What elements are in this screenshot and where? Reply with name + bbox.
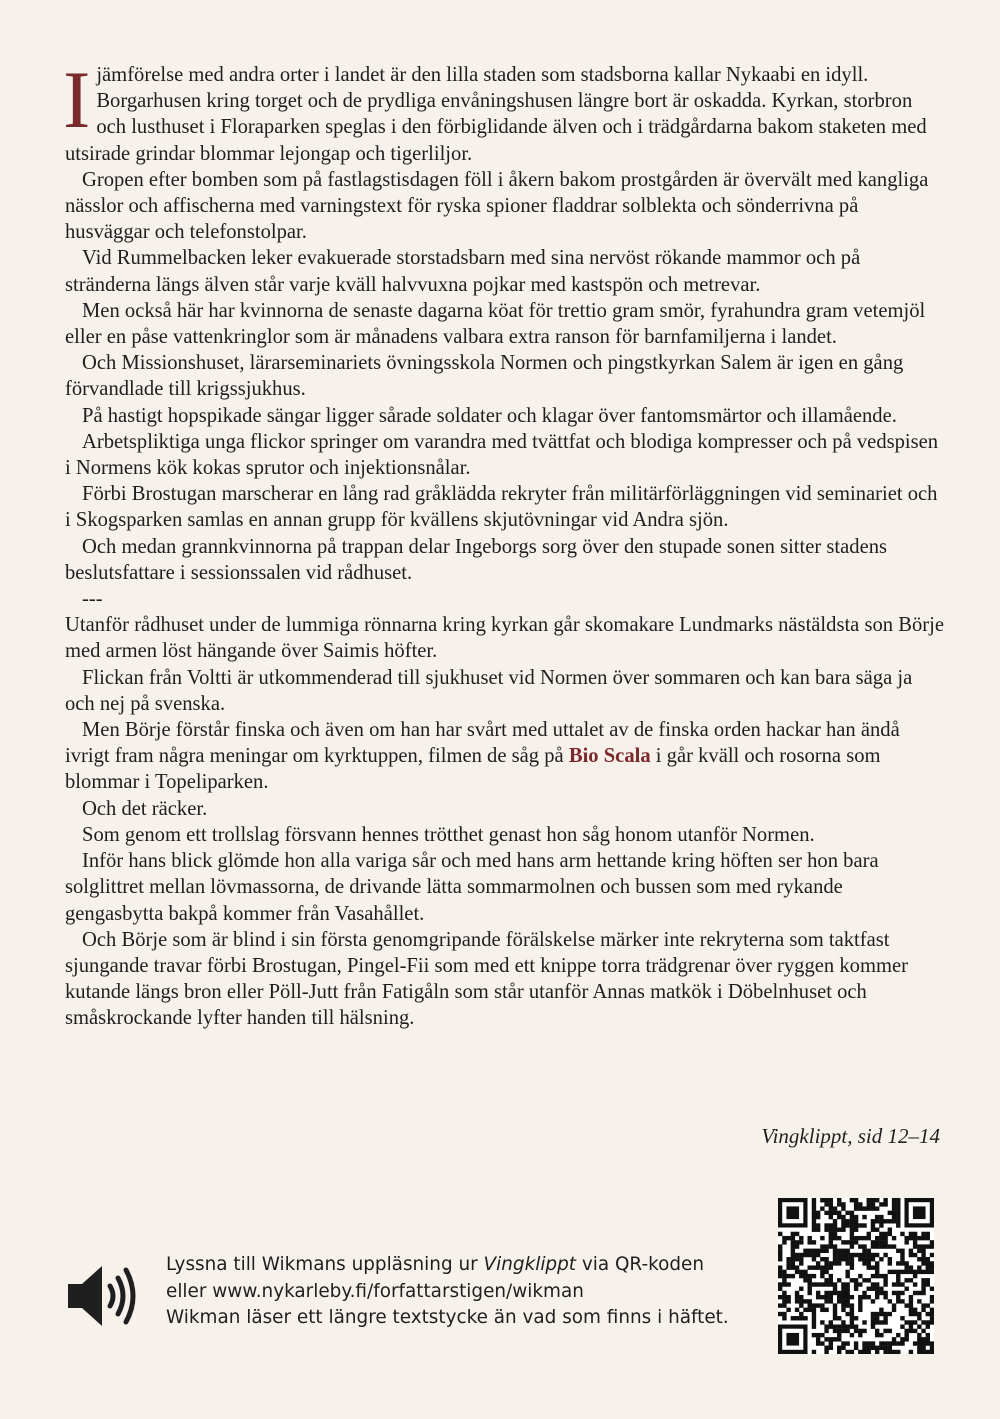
source-credit: Vingklippt, sid 12–14 [761, 1124, 940, 1148]
paragraph-12: Men Börje förstår finska och även om han har svårt med uttalet av de finska orden hackar han ändå ivrigt fram några meningar om kyrktuppen, filmen de såg på Bio Scala i går kväll och rosorna som blommar i Topeliparken. [65, 719, 900, 794]
paragraph-3: Vid Rummelbacken leker evakuerade storstadsbarn med sina nervöst rökande mammor och på stränderna längs älven står varje kväll halvvuxna pojkar med kastspön och metrevar. [65, 247, 861, 296]
paragraph-4: Men också här har kvinnorna de senaste dagarna köat för trettio gram smör, fyrahundra gram vetemjöl eller en påse vattenkringlor som är månadens valbara extra ranson för barnfamiljerna i landet. [65, 299, 926, 349]
paragraph-16: Och Börje som är blind i sin första genomgripande förälskelse märker inte rekryterna som taktfast sjungande travar förbi Brostugan, Pingel-Fii som med ett knippe torra trädgrenar över ryggen kommer kutande längs bron eller Pöll-Jutt från Fatigåln som står utanför Annas matkök i Döbelnhuset och småskrockande lyfter handen till hälsning. [65, 928, 908, 1030]
section-separator: --- [82, 588, 103, 611]
story-text [63, 54, 945, 1032]
info-url-line[interactable]: eller www.nykarleby.fi/forfattarstigen/wikman [166, 1280, 584, 1302]
speaker-sound-icon [66, 1262, 156, 1332]
paragraph-6: På hastigt hopspikade sängar ligger sårade soldater och klagar över fantomsmärtor och illamående. [82, 404, 897, 427]
audio-info [166, 1252, 756, 1332]
paragraph-14: Som genom ett trollslag försvann hennes trötthet genast hon såg honom utanför Normen. [82, 823, 815, 846]
paragraph-5: Och Missionshuset, lärarseminariets övningsskola Normen och pingstkyrkan Salem är igen en gång förvandlade till krigssjukhus. [65, 352, 904, 401]
bio-scala-highlight: Bio Scala [568, 745, 651, 768]
paragraph-13: Och det räcker. [82, 797, 208, 820]
paragraph-7: Arbetspliktiga unga flickor springer om varandra med tvättfat och blodiga kompresser och på vedspisen i Normens kök kokas sprutor och injektionsnålar. [65, 430, 939, 480]
paragraph-9: Och medan grannkvinnorna på trappan delar Ingeborgs sorg över den stupade sonen sitter stadens beslutsfattare i sessionssalen vid rådhuset. [65, 535, 888, 584]
paragraph-8: Förbi Brostugan marscherar en lång rad gråklädda rekryter från militärförläggningen vid seminariet och i Skogsparken samlas en annan grupp för kvällens skjutövningar vid Andra sjön. [65, 483, 938, 532]
paragraph-15: Inför hans blick glömde hon alla variga sår och med hans arm hettande kring höften ser hon bara solglittret mellan lövmassorna, de drivande lätta sommarmolnen och bussen som med rykande gengasbytta bakpå kommer från Vasahållet. [65, 850, 879, 925]
paragraph-2: Gropen efter bomben som på fastlagstisdagen föll i åkern bakom prostgården är övervält med kangliga nässlor och affischerna med varningstext för ryska spioner fladdrar solblekta och sönderrivna på husväggar och telefonstolpar. [65, 168, 929, 244]
qr-code[interactable] [778, 1198, 934, 1354]
info-line-3: Wikman läser ett längre textstycke än vad som finns i häftet. [166, 1307, 729, 1328]
drop-cap: I [63, 54, 91, 145]
info-line-1: Lyssna till Wikmans uppläsning ur Vingklippt via QR-koden [166, 1254, 704, 1275]
paragraph-11: Flickan från Voltti är utkommenderad till sjukhuset vid Normen över sommaren och kan bara säga ja och nej på svenska. [65, 666, 913, 715]
paragraph-10: Utanför rådhuset under de lummiga rönnarna kring kyrkan går skomakare Lundmarks nästäldsta son Börje med armen löst hängande över Saimis höfter. [65, 614, 944, 663]
paragraph-1: I jämförelse med andra orter i landet är den lilla staden som stadsborna kallar Nykaabi en idyll. Borgarhusen kring torget och de prydliga envåningshusen längre bort är oskadda. Kyrkan, storbron och lusthuset i Floraparken speglas i den förbiglidande älven och i trädgårdarna bakom staketen med utsirade grindar blommar lejongap och tigerliljor. [63, 54, 927, 165]
